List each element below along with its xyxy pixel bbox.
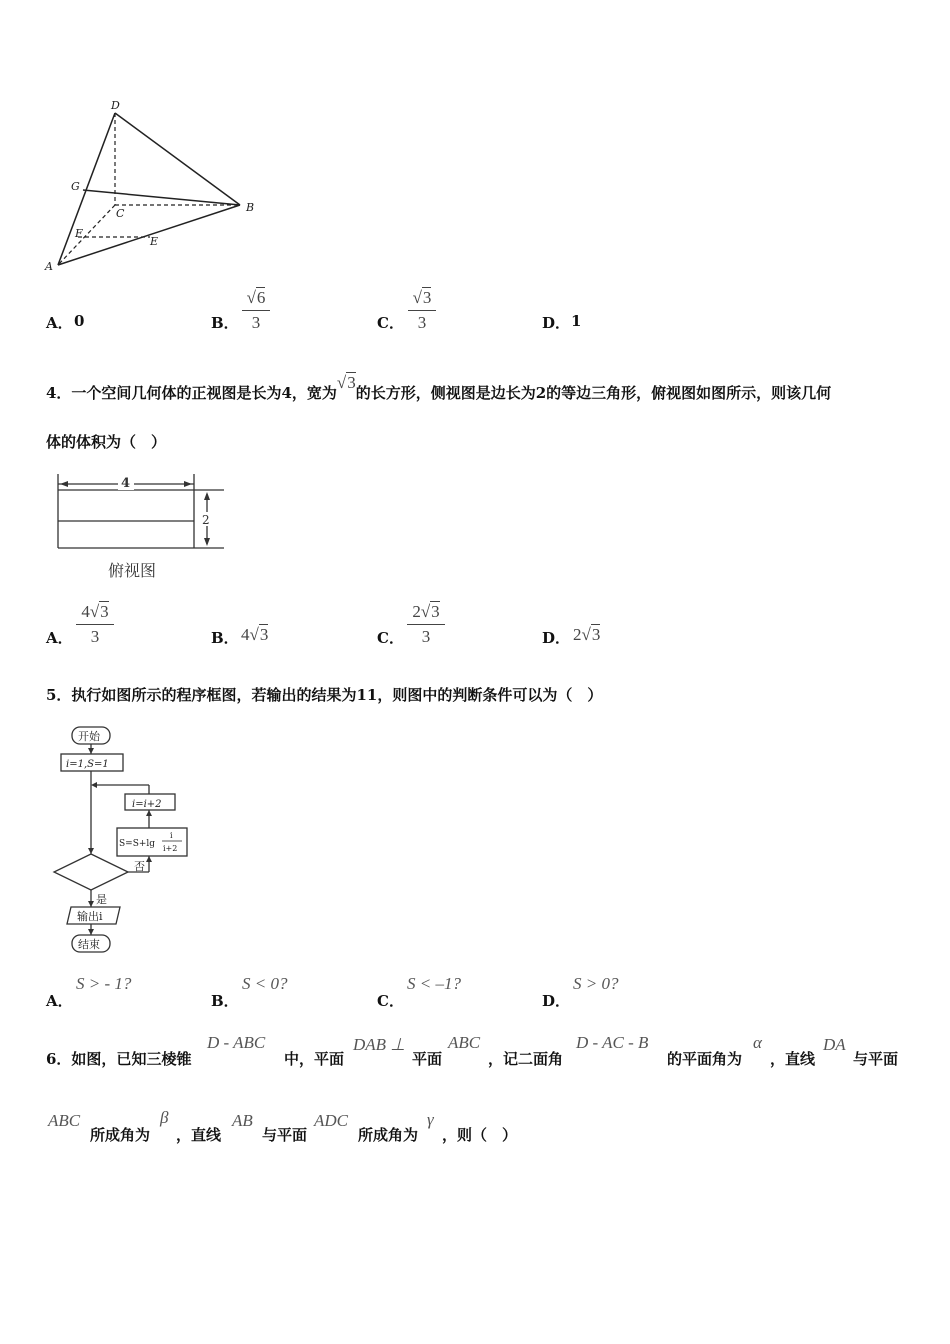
q4-option-c-letter[interactable]: C．	[377, 629, 404, 647]
label-a: A	[45, 260, 53, 273]
label-c: C	[116, 207, 125, 220]
q6-text-8: 所成角为	[90, 1126, 151, 1144]
q4-option-a-letter[interactable]: A．	[46, 629, 73, 647]
label-f: F	[75, 227, 83, 240]
q6-math-7: ABC	[48, 1111, 81, 1130]
q6-math-3: ABC	[448, 1033, 481, 1052]
q5-option-b-expr: S < 0?	[242, 974, 288, 993]
q4-option-d-letter[interactable]: D．	[542, 629, 571, 647]
q6-math-10: ADC	[314, 1111, 348, 1130]
q5-option-d-letter[interactable]: D．	[542, 992, 571, 1010]
q5-stem: 5．执行如图所示的程序框图，若输出的结果为11，则图中的判断条件可以为（ ）	[46, 686, 603, 704]
q6-math-5: α	[753, 1033, 762, 1052]
flow-end: 结束	[78, 938, 100, 951]
q6-text-9: ，直线	[176, 1126, 222, 1144]
q5-option-b-letter[interactable]: B．	[211, 992, 239, 1010]
q4-option-d-value: 2√3	[573, 625, 601, 644]
flow-update-num: i	[170, 831, 173, 840]
flow-output: 输出i	[77, 910, 103, 923]
q5-option-c-expr: S < –1?	[407, 974, 461, 993]
q4-stem-line1: 4．一个空间几何体的正视图是长为4，宽为√3的长方形，侧视图是边长为2的等边三角形，俯视图如图所示，则该几何	[46, 373, 832, 402]
q6-math-2: DAB ⊥	[353, 1035, 406, 1054]
top-view-width-label: 4	[121, 476, 131, 491]
label-b: B	[246, 201, 255, 214]
label-g: G	[71, 180, 80, 193]
q4-stem-line2: 体的体积为（ ）	[46, 433, 167, 451]
q6-text-7: 与平面	[853, 1050, 899, 1068]
q4-option-a-fraction: 4√3 3	[76, 601, 114, 648]
top-view-caption: 俯视图	[108, 561, 157, 580]
q6-text-4: ，记二面角	[488, 1050, 564, 1068]
q4-option-b-letter[interactable]: B．	[211, 629, 239, 647]
q3-option-b-letter[interactable]: B．	[211, 314, 239, 332]
q4-option-b-value: 4√3	[241, 625, 269, 644]
q6-text-11: 所成角为	[358, 1126, 419, 1144]
q3-option-a-letter[interactable]: A．	[46, 314, 73, 332]
flow-increment: i=i+2	[132, 799, 162, 810]
q3-option-b-fraction: √6 3	[242, 287, 270, 334]
flow-update-prefix: S=S+lg	[119, 839, 156, 849]
q3-option-a-value: 0	[74, 312, 85, 330]
q6-text-5: 的平面角为	[667, 1050, 743, 1068]
q3-option-d-value: 1	[571, 312, 582, 330]
flow-yes: 是	[96, 893, 107, 906]
flow-init: i=1,S=1	[66, 759, 109, 770]
q5-option-d-expr: S > 0?	[573, 974, 619, 993]
q3-option-c-letter[interactable]: C．	[377, 314, 404, 332]
tetrahedron-figure	[40, 95, 270, 280]
top-view-height-label: 2	[202, 513, 210, 527]
q4-option-c-fraction: 2√3 3	[407, 601, 445, 648]
q3-option-d-letter[interactable]: D．	[542, 314, 571, 332]
q6-math-4: D - AC - B	[576, 1033, 649, 1052]
q5-option-a-letter[interactable]: A．	[46, 992, 73, 1010]
q6-text-6: ，直线	[770, 1050, 816, 1068]
q6-text-10: 与平面	[262, 1126, 308, 1144]
flowchart-figure	[46, 722, 206, 962]
q6-math-9: AB	[232, 1111, 253, 1130]
q6-math-11: γ	[427, 1110, 434, 1129]
flow-update-den: i+2	[163, 844, 178, 853]
q3-option-c-fraction: √3 3	[408, 287, 436, 334]
q5-option-c-letter[interactable]: C．	[377, 992, 404, 1010]
q6-math-6: DA	[823, 1035, 846, 1054]
q6-math-8: β	[160, 1108, 169, 1127]
flow-no: 否	[134, 860, 145, 873]
q6-text-12: ，则（ ）	[442, 1126, 518, 1144]
label-d: D	[111, 99, 120, 112]
flow-start: 开始	[78, 730, 100, 743]
q6-text-1: 6．如图，已知三棱锥	[46, 1050, 192, 1068]
label-e: E	[150, 235, 159, 248]
q6-text-2: 中，平面	[284, 1050, 345, 1068]
q6-text-3: 平面	[412, 1050, 443, 1068]
q5-option-a-expr: S > - 1?	[76, 974, 132, 993]
top-view-figure	[48, 468, 233, 583]
q6-math-1: D - ABC	[207, 1033, 266, 1052]
